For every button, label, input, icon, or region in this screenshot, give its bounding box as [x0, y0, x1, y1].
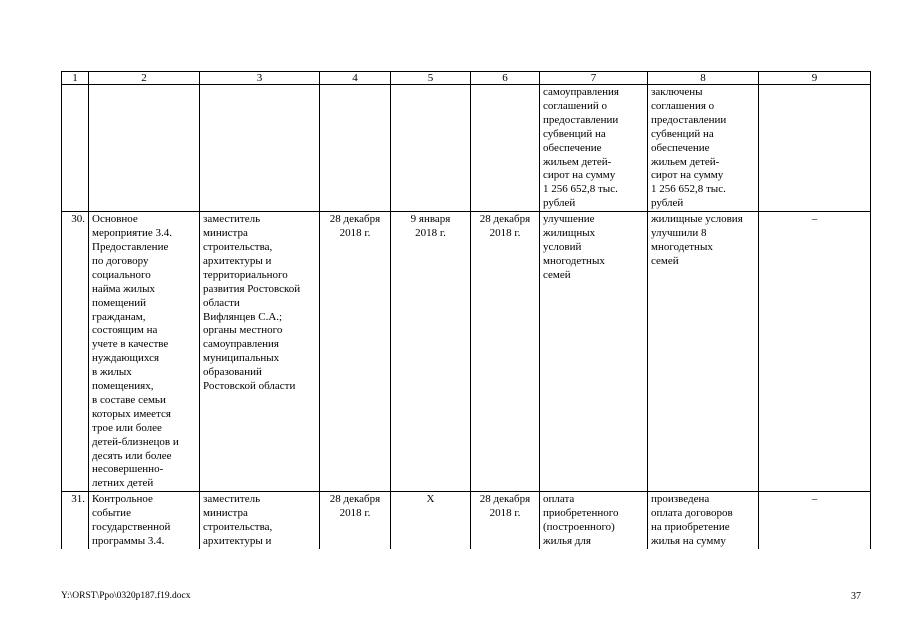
table-row: [62, 85, 871, 212]
responsible-cell: заместитель министра строительства, архитектуры и: [200, 492, 320, 549]
header-row: [62, 72, 871, 85]
date-cell: X: [391, 492, 471, 549]
note-cell: –: [759, 212, 871, 492]
date-cell: 28 декабря 2018 г.: [320, 492, 391, 549]
date-cell: 28 декабря 2018 г.: [471, 212, 540, 492]
col-header: 8: [648, 72, 759, 85]
col-header: 3: [200, 72, 320, 85]
activity-name-cell: Основное мероприятие 3.4. Предоставление по договору социального найма жилых помещений гражданам, состоящим на учете в качестве нуждающихся в жилых помещениях, в составе семьи которых имеется трое или более детей-близнецов и десять или более несовершенно- летних детей: [89, 212, 200, 492]
responsible-cell: заместитель министра строительства, архитектуры и территориального развития Ростовской области Вифлянцев С.А.; органы местного самоуправления муниципальных образований Ростовской области: [200, 212, 320, 492]
table-row: [62, 492, 871, 549]
col-header: 9: [759, 72, 871, 85]
result-fact-cell: заключены соглашения о предоставлении субвенций на обеспечение жильем детей- сирот на сумму 1 256 652,8 тыс. рублей: [648, 85, 759, 212]
note-cell: –: [759, 492, 871, 549]
date-cell: 28 декабря 2018 г.: [320, 212, 391, 492]
row-number: 31.: [62, 492, 89, 549]
table-row: [62, 212, 871, 492]
col-header: 7: [540, 72, 648, 85]
activity-name-cell: Контрольное событие государственной программы 3.4.: [89, 492, 200, 549]
date-cell: 28 декабря 2018 г.: [471, 492, 540, 549]
table-cell: [200, 85, 320, 212]
result-fact-cell: произведена оплата договоров на приобретение жилья на сумму: [648, 492, 759, 549]
table-cell: [89, 85, 200, 212]
date-cell: 9 января 2018 г.: [391, 212, 471, 492]
row-number: 30.: [62, 212, 89, 492]
table-cell: [391, 85, 471, 212]
page-number: 37: [851, 591, 861, 602]
table-cell: [320, 85, 391, 212]
table-cell: [759, 85, 871, 212]
col-header: 2: [89, 72, 200, 85]
result-plan-cell: самоуправления соглашений о предоставлении субвенций на обеспечение жильем детей- сирот на сумму 1 256 652,8 тыс. рублей: [540, 85, 648, 212]
col-header: 4: [320, 72, 391, 85]
result-plan-cell: улучшение жилищных условий многодетных семей: [540, 212, 648, 492]
result-plan-cell: оплата приобретенного (построенного) жилья для: [540, 492, 648, 549]
file-path-footer: Y:\ORST\Ppo\0320p187.f19.docx: [61, 591, 191, 601]
document-table: [61, 71, 871, 549]
col-header: 6: [471, 72, 540, 85]
table-cell: [471, 85, 540, 212]
table-cell: [62, 85, 89, 212]
col-header: 1: [62, 72, 89, 85]
col-header: 5: [391, 72, 471, 85]
result-fact-cell: жилищные условия улучшили 8 многодетных семей: [648, 212, 759, 492]
